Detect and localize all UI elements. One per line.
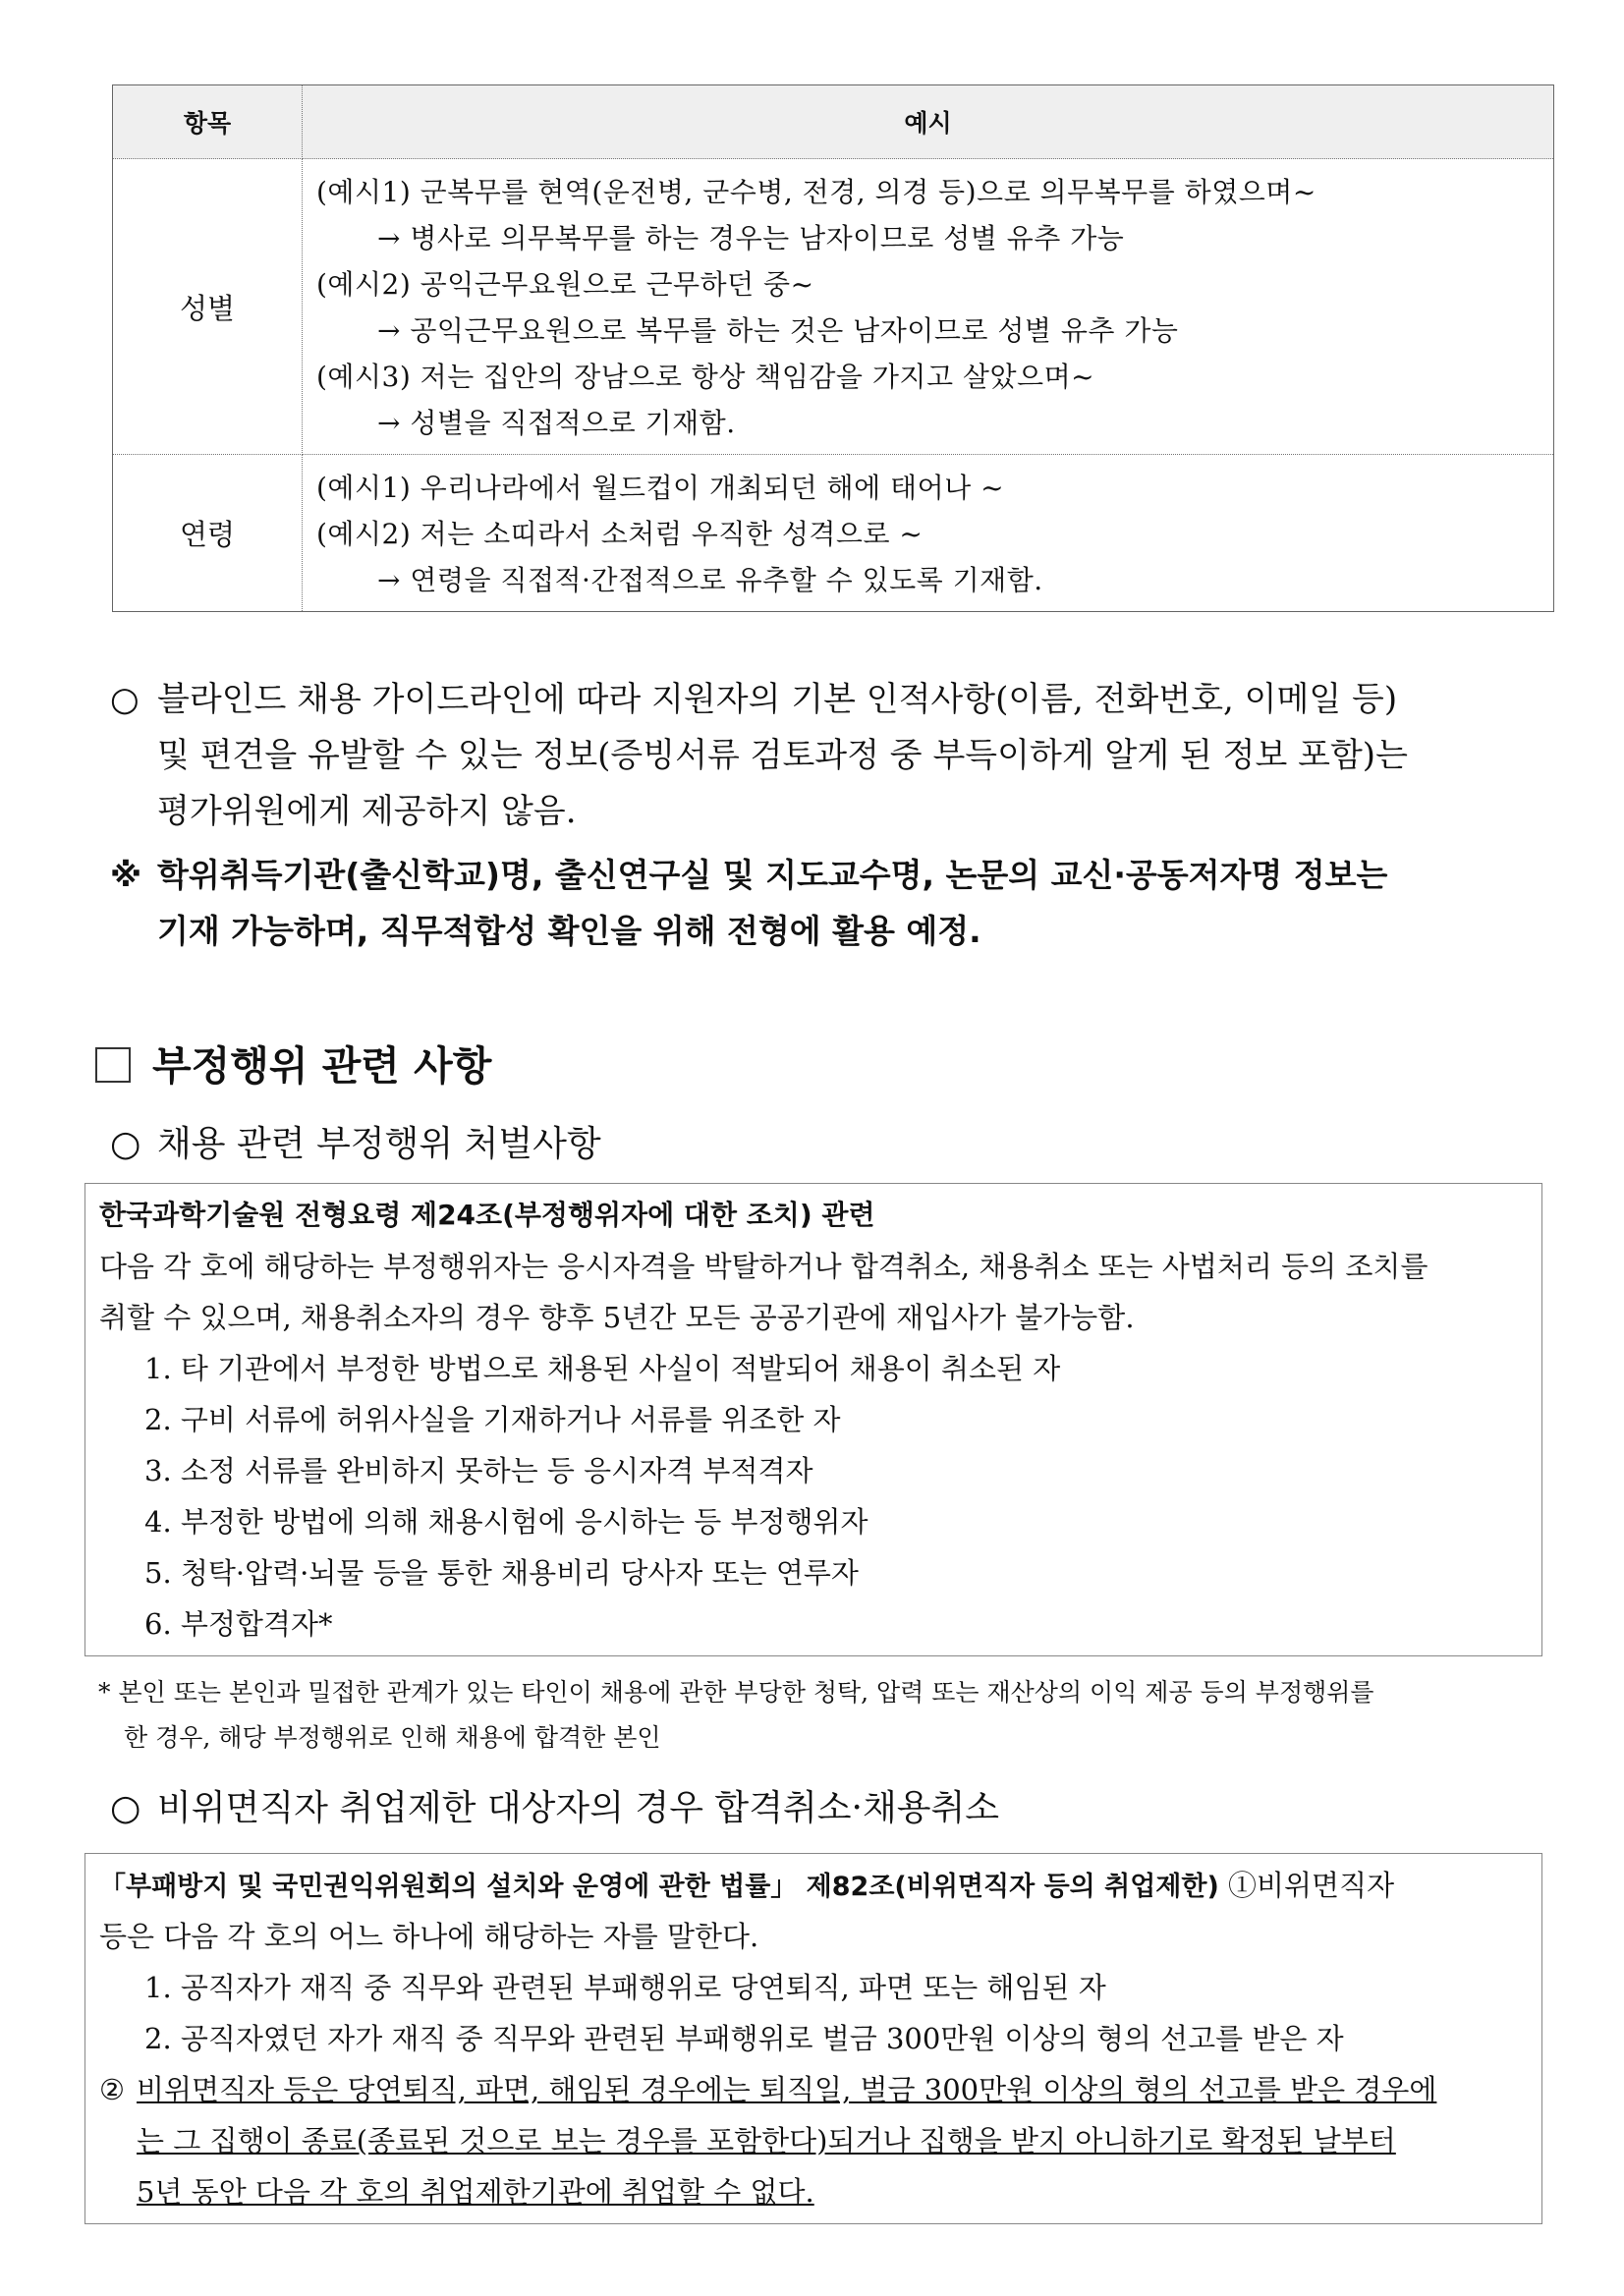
- clause-line: 는 그 집행이 종료(종료된 것으로 보는 경우를 포함한다)되거나 집행을 받지 아니하기로 확정된 날부터: [137, 2124, 1396, 2157]
- gender-examples: [303, 159, 1554, 455]
- example-line: (예시2) 공익근무요원으로 근무하던 중~: [316, 268, 814, 301]
- example-line: (예시1) 군복무를 현역(운전병, 군수병, 전경, 의경 등)으로 의무복무를 하였으며~: [316, 176, 1316, 208]
- clause-line: 5년 동안 다음 각 호의 취업제한기관에 취업할 수 없다.: [137, 2175, 814, 2209]
- footnote-line: 한 경우, 해당 부정행위로 인해 채용에 합격한 본인: [124, 1723, 661, 1752]
- section-heading: [95, 1034, 491, 1092]
- employment-restriction-box: [84, 1853, 1542, 2224]
- blind-guideline-paragraph: [110, 672, 1559, 840]
- regulation-title: 한국과학기술원 전형요령 제24조(부정행위자에 대한 조치) 관련: [99, 1199, 875, 1231]
- list-item: 1. 타 기관에서 부정한 방법으로 채용된 사실이 적발되어 채용이 취소된 자: [144, 1352, 1061, 1385]
- circle-bullet: ○: [110, 1788, 141, 1828]
- example-line: (예시1) 우리나라에서 월드컵이 개최되던 해에 태어나 ~: [316, 472, 1005, 504]
- clause-line: 비위면직자 등은 당연퇴직, 파면, 해임된 경우에는 퇴직일, 벌금 300만원 이상의 형의 선고를 받은 경우에: [137, 2073, 1437, 2106]
- table-row-age: [113, 455, 1554, 612]
- circle-bullet: ○: [110, 1124, 141, 1164]
- table-row-gender: [113, 159, 1554, 455]
- table-header-row: [113, 85, 1554, 159]
- list-item: 6. 부정합격자*: [144, 1607, 333, 1641]
- regulation-intro: 다음 각 호에 해당하는 부정행위자는 응시자격을 박탈하거나 합격취소, 채용취소 또는 사법처리 등의 조치를: [99, 1250, 1428, 1283]
- note-paragraph: [110, 847, 1559, 959]
- header-item: 항목: [113, 85, 303, 159]
- example-line: → 연령을 직접적·간접적으로 유추할 수 있도록 기재함.: [377, 564, 1043, 596]
- example-line: (예시2) 저는 소띠라서 소처럼 우직한 성격으로 ~: [316, 518, 924, 550]
- subheading-dismissed-officials: [110, 1780, 999, 1830]
- misconduct-regulation-box: [84, 1183, 1542, 1656]
- footnote-line: * 본인 또는 본인과 밀접한 관계가 있는 타인이 채용에 관한 부당한 청탁, 압력 또는 재산상의 이익 제공 등의 부정행위를: [98, 1678, 1374, 1707]
- list-item: 2. 구비 서류에 허위사실을 기재하거나 서류를 위조한 자: [144, 1403, 841, 1436]
- paragraph-line: 블라인드 채용 가이드라인에 따라 지원자의 기본 인적사항(이름, 전화번호, 이메일 등): [157, 680, 1398, 719]
- circle-bullet: ○: [110, 680, 140, 719]
- paragraph-line: 평가위원에게 제공하지 않음.: [157, 792, 577, 831]
- list-item: 4. 부정한 방법에 의해 채용시험에 응시하는 등 부정행위자: [144, 1505, 868, 1539]
- category-age: 연령: [113, 455, 303, 612]
- law-title: 「부패방지 및 국민권익위원회의 설치와 운영에 관한 법률」 제82조(비위면직자 등의 취업제한): [99, 1872, 1219, 1902]
- subheading-title: 채용 관련 부정행위 처벌사항: [157, 1124, 601, 1164]
- list-item: 5. 청탁·압력·뇌물 등을 통한 채용비리 당사자 또는 연루자: [144, 1556, 859, 1590]
- list-item: 2. 공직자였던 자가 재직 중 직무와 관련된 부패행위로 벌금 300만원 이상의 형의 선고를 받은 자: [144, 2022, 1344, 2055]
- category-gender: 성별: [113, 159, 303, 455]
- note-line: 기재 가능하며, 직무적합성 확인을 위해 전형에 활용 예정.: [157, 912, 981, 950]
- section-title: 부정행위 관련 사항: [152, 1042, 492, 1090]
- reference-mark: ※: [110, 856, 142, 894]
- example-line: → 병사로 의무복무를 하는 경우는 남자이므로 성별 유추 가능: [377, 222, 1125, 254]
- footnote: [98, 1670, 1552, 1761]
- paragraph-line: 및 편견을 유발할 수 있는 정보(증빙서류 검토과정 중 부득이하게 알게 된 정보 포함)는: [157, 736, 1408, 775]
- header-example: 예시: [303, 85, 1554, 159]
- subheading-title: 비위면직자 취업제한 대상자의 경우 합격취소·채용취소: [157, 1788, 1000, 1828]
- law-clause-start: ①비위면직자: [1218, 1869, 1395, 1902]
- age-examples: [303, 455, 1554, 612]
- example-table: [112, 84, 1554, 612]
- note-line: 학위취득기관(출신학교)명, 출신연구실 및 지도교수명, 논문의 교신·공동저자명 정보는: [157, 856, 1388, 894]
- example-line: → 공익근무요원으로 복무를 하는 것은 남자이므로 성별 유추 가능: [377, 314, 1179, 347]
- list-item: 3. 소정 서류를 완비하지 못하는 등 응시자격 부적격자: [144, 1454, 813, 1487]
- subheading-recruitment-misconduct: [110, 1116, 601, 1166]
- list-item: 1. 공직자가 재직 중 직무와 관련된 부패행위로 당연퇴직, 파면 또는 해임된 자: [144, 1971, 1106, 2004]
- regulation-intro: 취할 수 있으며, 채용취소자의 경우 향후 5년간 모든 공공기관에 재입사가 불가능함.: [99, 1301, 1135, 1334]
- example-line: (예시3) 저는 집안의 장남으로 항상 책임감을 가지고 살았으며~: [316, 361, 1095, 393]
- example-line: → 성별을 직접적으로 기재함.: [377, 407, 736, 439]
- law-line: 등은 다음 각 호의 어느 하나에 해당하는 자를 말한다.: [99, 1920, 759, 1953]
- clause-mark: ②: [99, 2073, 125, 2106]
- checkbox-square-icon: [95, 1047, 131, 1083]
